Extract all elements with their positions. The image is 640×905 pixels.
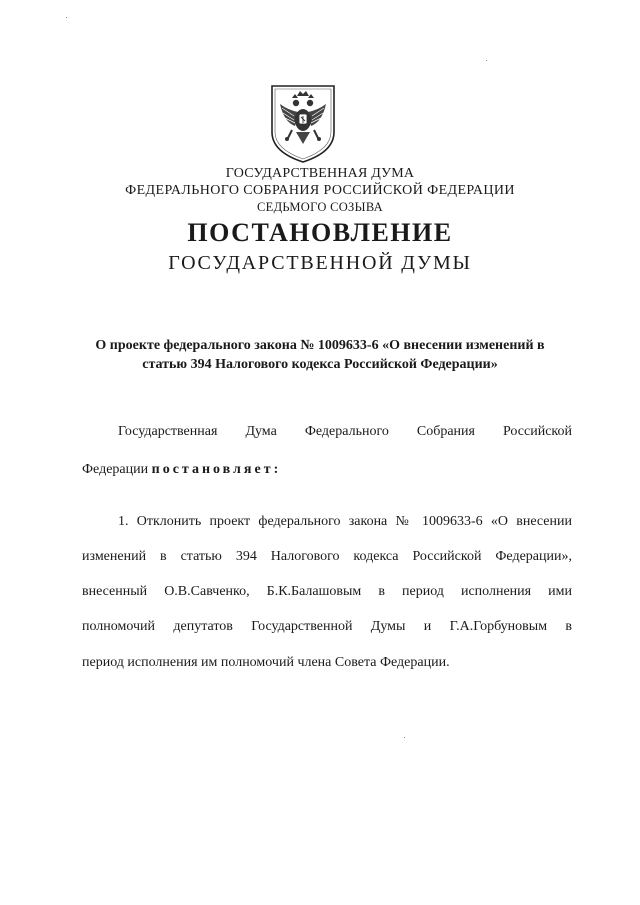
russian-coat-of-arms-icon [268, 82, 338, 164]
clause1-line3: внесенный О.В.Савченко, Б.К.Балашовым в период исполнения ими [82, 584, 572, 599]
document-type-title: ПОСТАНОВЛЕНИЕ [187, 218, 453, 247]
resolution-title [70, 336, 570, 374]
clause1-line2: изменений в статью 394 Налогового кодекса Российской Федерации», [82, 549, 572, 564]
scan-speck [404, 737, 405, 738]
preamble-verb: постановляет: [151, 462, 282, 477]
preamble-line2 [82, 462, 572, 478]
resolution-title-line1: О проекте федерального закона № 1009633-6 «О внесении изменений в [95, 338, 545, 353]
convocation-line: СЕДЬМОГО СОЗЫВА [257, 200, 383, 214]
clause1-line4: полномочий депутатов Государственной Думы и Г.А.Горбуновым в [82, 619, 572, 634]
org-name-line2: ФЕДЕРАЛЬНОГО СОБРАНИЯ РОССИЙСКОЙ ФЕДЕРАЦИИ [125, 183, 515, 198]
scan-speck [486, 60, 487, 61]
preamble-line1: Государственная Дума Федерального Собрания Российской [118, 424, 572, 439]
clause1-line1: 1. Отклонить проект федерального закона № 1009633-6 «О внесении [118, 514, 572, 529]
document-type-subtitle: ГОСУДАРСТВЕННОЙ ДУМЫ [168, 252, 472, 274]
resolution-title-line2: статью 394 Налогового кодекса Российской Федерации» [142, 357, 498, 372]
org-name-line1: ГОСУДАРСТВЕННАЯ ДУМА [225, 166, 415, 181]
scan-speck [66, 17, 67, 18]
preamble-subject: Федерации [82, 462, 149, 477]
clause1-line5: период исполнения им полномочий члена Совета Федерации. [82, 655, 450, 670]
